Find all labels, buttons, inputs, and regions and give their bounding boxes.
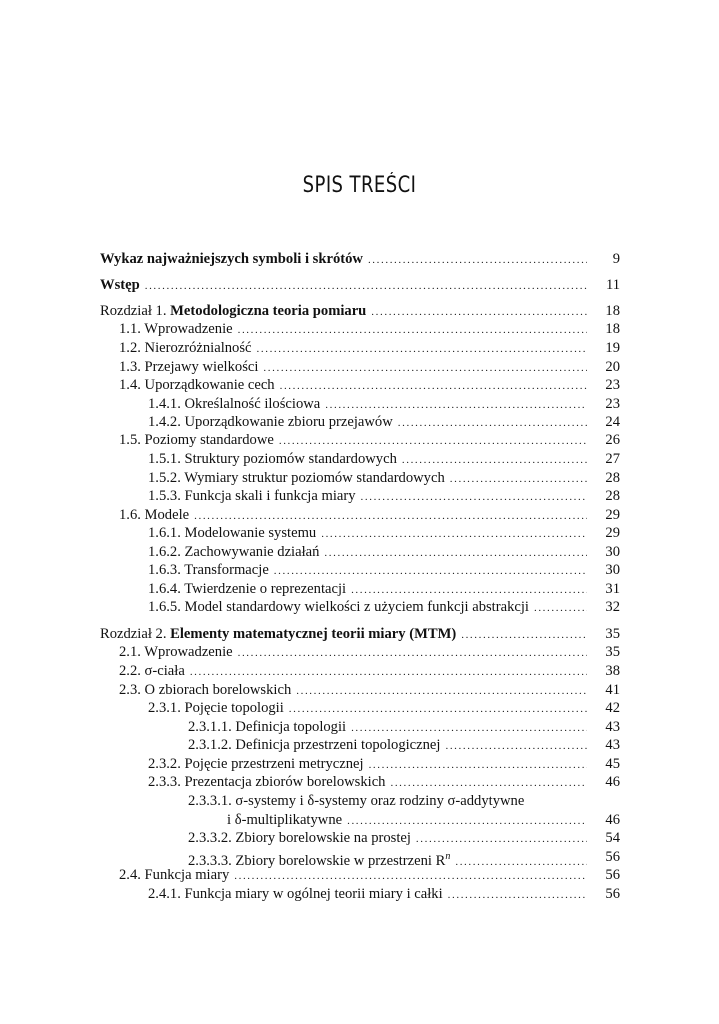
toc-entry-bold-text: Metodologiczna teoria pomiaru [170,303,367,319]
toc-entry-label [148,773,385,791]
toc-entry [119,339,620,358]
toc-entry [119,431,620,450]
toc-entry-text: 1.5.3. Funkcja skali i funkcja miary [148,488,356,504]
toc-entry-label [188,829,411,847]
toc-entry [148,773,620,792]
toc-dot-leader [274,562,587,580]
toc-entry-text: 2.4. Funkcja miary [119,867,230,883]
toc-entry [148,487,620,506]
toc-entry-text: 1.5.2. Wymiary struktur poziomów standardowych [148,470,445,486]
toc-dot-leader [369,756,587,774]
toc-entry-label [119,358,258,376]
toc-entry [148,469,620,488]
toc-entry-bold-text: Wstęp [100,277,140,293]
toc-entry-text: i δ-multiplikatywne [227,812,343,828]
toc-dot-leader [351,581,587,599]
toc-entry-text: 2.3. O zbiorach borelowskich [119,682,292,698]
toc-entry [119,506,620,525]
toc-dot-leader [190,663,587,681]
toc-page-number: 9 [612,251,620,267]
toc-entry-label [119,339,252,357]
toc-dot-leader [368,251,587,269]
toc-continuation-line: 2.3.3.1. σ-systemy i δ-systemy oraz rodziny σ-addytywne [188,793,525,809]
toc-dot-leader [289,700,587,718]
toc-entry-text: 1.6.3. Transformacje [148,562,269,578]
toc-page-number: 31 [605,581,620,597]
toc-page-number: 30 [605,562,620,578]
toc-dot-leader [325,396,587,414]
toc-entry-label [119,662,185,680]
toc-page-number: 20 [605,359,620,375]
toc-dot-leader [448,886,587,904]
toc-entry-label [148,885,443,903]
toc-dot-leader [398,414,587,432]
toc-entry-label [119,506,189,524]
toc-entry-text: Rozdział 2. [100,626,171,642]
toc-dot-leader [145,277,587,295]
toc-entry-label [119,681,291,699]
toc-dot-leader [445,737,587,755]
toc-entry [227,811,620,830]
toc-entry-label [148,487,356,505]
toc-page-number: 29 [605,507,620,523]
toc-entry [148,395,620,414]
toc-dot-leader [321,525,587,543]
toc-dot-leader [402,451,587,469]
toc-entry-text: 1.6.2. Zachowywanie działań [148,544,320,560]
toc-entry-label [148,699,284,717]
toc-page-number: 56 [605,849,620,865]
toc-page-number: 46 [605,774,620,790]
toc-page-number: 11 [605,277,620,293]
toc-dot-leader [534,599,587,617]
toc-entry-label [100,625,456,643]
toc-entry [100,302,620,321]
toc-entry-label [188,718,346,736]
toc-entry-label [148,755,364,773]
toc-entry [100,250,620,269]
toc-entry-label [148,598,529,616]
toc-page-number: 46 [605,812,620,828]
toc-entry-text: 1.5. Poziomy standardowe [119,432,274,448]
toc-page-number: 35 [605,626,620,642]
toc-page-number: 29 [605,525,620,541]
toc-entry-text: 2.1. Wprowadzenie [119,644,233,660]
toc-entry [148,580,620,599]
toc-entry-label [148,450,397,468]
toc-entry [148,543,620,562]
toc-entry-text: 1.6.1. Modelowanie systemu [148,525,317,541]
toc-entry-text: 2.3.1.1. Definicja topologii [188,719,347,735]
toc-page-number: 30 [605,544,620,560]
toc-entry-text: 1.4.1. Określalność ilościowa [148,396,321,412]
toc-page-number: 27 [605,451,620,467]
toc-entry [119,681,620,700]
toc-entry-text: 2.3.3.2. Zbiory borelowskie na prostej [188,830,411,846]
toc-entry-label [119,320,233,338]
toc-page-number: 41 [605,682,620,698]
toc-page-number: 43 [605,737,620,753]
toc-entry-superscript: n [445,851,451,862]
toc-dot-leader [296,682,587,700]
toc-entry [148,755,620,774]
toc-entry-label [227,811,342,829]
toc-entry [148,885,620,904]
toc-dot-leader [461,626,587,644]
toc-entry-label [119,376,275,394]
toc-dot-leader [324,544,587,562]
toc-dot-leader [238,644,587,662]
toc-entry-label [148,469,445,487]
toc-dot-leader [194,507,587,525]
toc-entry-text: 2.3.3. Prezentacja zbiorów borelowskich [148,774,386,790]
toc-entry-text: 1.4. Uporządkowanie cech [119,377,275,393]
toc-entry [148,524,620,543]
toc-dot-leader [238,321,587,339]
toc-page-number: 54 [605,830,620,846]
toc-dot-leader [450,470,587,488]
toc-entry [148,561,620,580]
toc-entry [148,450,620,469]
toc-dot-leader [390,774,587,792]
toc-page-number: 24 [605,414,620,430]
toc-page-number: 56 [605,886,620,902]
toc-page-number: 18 [605,303,620,319]
toc-page-number: 45 [605,756,620,772]
toc-entry-bold-text: Wykaz najważniejszych symboli i skrótów [100,251,363,267]
toc-entry [119,358,620,377]
toc-entry-text: 2.3.1. Pojęcie topologii [148,700,284,716]
toc-entry [119,320,620,339]
toc-entry [119,662,620,681]
toc-entry [148,699,620,718]
toc-entry-label [100,250,363,268]
toc-entry-text: 2.3.1.2. Definicja przestrzeni topologicznej [188,737,441,753]
toc-entry [188,718,620,737]
toc-entry-text: 2.3.2. Pojęcie przestrzeni metrycznej [148,756,364,772]
toc-page-number: 35 [605,644,620,660]
toc-page-number: 56 [605,867,620,883]
toc-entry-label [100,302,366,320]
toc-page-number: 28 [605,488,620,504]
toc-dot-leader [234,867,587,885]
toc-dot-leader [279,432,587,450]
toc-entry-text: 1.6.4. Twierdzenie o reprezentacji [148,581,347,597]
toc-entry-bold-text: Elementy matematycznej teorii miary (MTM) [170,626,457,642]
toc-entry [148,598,620,617]
page-title: SPIS TREŚCI [302,173,417,198]
toc-page-number: 23 [605,396,620,412]
toc-page-number: 43 [605,719,620,735]
toc-entry-label [148,561,269,579]
toc-entry-label [148,395,320,413]
toc-entry-text: 2.3.3.3. Zbiory borelowskie w przestrzeni R [188,852,446,869]
toc-entry [188,736,620,755]
toc-page-number: 19 [605,340,620,356]
toc-dot-leader [257,340,587,358]
toc-page-number: 26 [605,432,620,448]
toc-entry-text: 1.6.5. Model standardowy wielkości z użyciem funkcji abstrakcji [148,599,529,615]
toc-page-number: 23 [605,377,620,393]
toc-dot-leader [351,719,587,737]
toc-entry-label [119,866,229,884]
toc-entry-label [119,431,274,449]
toc-entry-text: 1.3. Przejawy wielkości [119,359,259,375]
toc-entry-label [119,643,233,661]
toc-entry-text: Rozdział 1. [100,303,171,319]
toc-dot-leader [371,303,587,321]
toc-entry-text: 1.4.2. Uporządkowanie zbioru przejawów [148,414,393,430]
toc-entry [119,643,620,662]
toc-entry-text: 2.2. σ-ciała [119,663,185,679]
toc-entry-text: 1.6. Modele [119,507,190,523]
toc-entry-text: 1.5.1. Struktury poziomów standardowych [148,451,397,467]
toc-page-number: 38 [605,663,620,679]
toc-entry-label [148,413,393,431]
toc-entry [188,829,620,848]
toc-entry [119,376,620,395]
toc-dot-leader [416,830,587,848]
toc-entry-text: 2.4.1. Funkcja miary w ogólnej teorii miary i całki [148,886,443,902]
toc-page-number: 42 [605,700,620,716]
toc-entry [100,276,620,295]
toc-page-number: 28 [605,470,620,486]
toc-entry-label [148,580,346,598]
toc-entry-label [188,736,440,754]
toc-entry-text: 1.2. Nierozróżnialność [119,340,252,356]
toc-dot-leader [361,488,587,506]
toc-dot-leader [263,359,587,377]
toc-dot-leader [280,377,587,395]
toc-entry-text: 1.1. Wprowadzenie [119,321,233,337]
toc-page-number: 18 [605,321,620,337]
toc-entry [119,866,620,885]
toc-entry [148,413,620,432]
toc-entry-label [148,524,316,542]
toc-dot-leader [347,812,587,830]
toc-entry [100,625,620,644]
toc-entry-label [100,276,140,294]
toc-page-number: 32 [605,599,620,615]
toc-entry-label [148,543,319,561]
